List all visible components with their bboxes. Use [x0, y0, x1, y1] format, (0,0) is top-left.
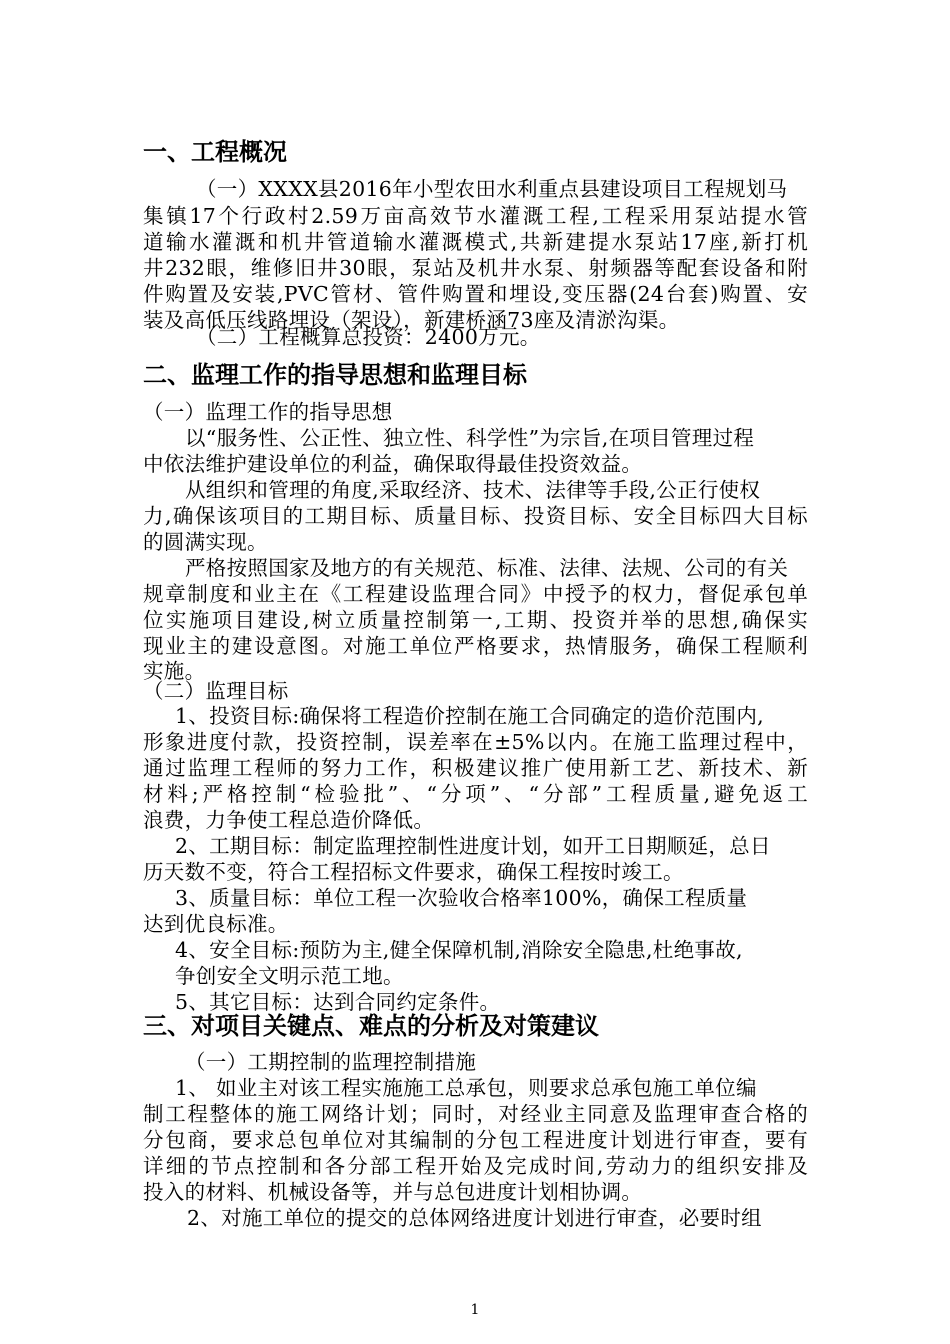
sec3-sub1: （一）工期控制的监理控制措施	[185, 1050, 477, 1074]
measure-1-line-2: 制工程整体的施工网络计划；同时，对经业主同意及监理审查合格的	[143, 1102, 808, 1126]
sec2-p2-line-3: 的圆满实现。	[143, 530, 268, 554]
sec1-p2: （二）工程概算总投资：2400万元。	[196, 325, 541, 349]
sec2-p2-line-1: 从组织和管理的角度,采取经济、技术、法律等手段,公正行使权	[185, 478, 761, 502]
section-1-heading: 一、工程概况	[143, 138, 287, 166]
goal-4-line-2: 争创安全文明示范工地。	[175, 964, 404, 988]
measure-1-line-1: 1、 如业主对该工程实施施工总承包，则要求总承包施工单位编	[175, 1076, 757, 1100]
sec2-sub1: （一）监理工作的指导思想	[143, 400, 393, 424]
measure-1-line-3: 分包商，要求总包单位对其编制的分包工程进度计划进行审查，要有	[143, 1128, 808, 1152]
sec2-p1-line-1: 以“服务性、公正性、独立性、科学性”为宗旨,在项目管理过程	[185, 426, 755, 450]
page-number: 1	[470, 1302, 480, 1318]
goal-1-line-2: 形象进度付款，投资控制，误差率在±5%以内。在施工监理过程中，	[143, 730, 808, 754]
measure-2-line-1: 2、对施工单位的提交的总体网络进度计划进行审查，必要时组	[187, 1206, 762, 1230]
goal-1-line-4: 材料;严格控制“检验批”、“分项”、“分部”工程质量,避免返工	[143, 782, 808, 806]
goal-1-line-3: 通过监理工程师的努力工作，积极建议推广使用新工艺、新技术、新	[143, 756, 808, 780]
goal-2-line-2: 历天数不变，符合工程招标文件要求，确保工程按时竣工。	[143, 860, 684, 884]
sec2-p3-line-3: 位实施项目建设,树立质量控制第一,工期、投资并举的思想,确保实	[143, 608, 808, 632]
sec2-p3-line-4: 现业主的建设意图。对施工单位严格要求，热情服务，确保工程顺利	[143, 634, 808, 658]
sec1-p1-line-2: 集镇17个行政村2.59万亩高效节水灌溉工程,工程采用泵站提水管	[143, 204, 808, 228]
measure-1-line-4: 详细的节点控制和各分部工程开始及完成时间,劳动力的组织安排及	[143, 1154, 808, 1178]
goal-1-line-5: 浪费，力争使工程总造价降低。	[143, 808, 435, 832]
section-3-heading: 三、对项目关键点、难点的分析及对策建议	[143, 1012, 599, 1040]
sec1-p1-line-6: 装及高低压线路埋设（架设），新建桥涵73座及清淤沟渠。	[143, 308, 680, 332]
sec2-sub2: （二）监理目标	[143, 679, 289, 703]
sec2-p1-line-2: 中依法维护建设单位的利益，确保取得最佳投资效益。	[143, 452, 643, 476]
sec1-p1-line-4: 井232眼，维修旧井30眼，泵站及机井水泵、射频器等配套设备和附	[143, 256, 808, 280]
sec1-p1-line-5: 件购置及安装,PVC管材、管件购置和埋设,变压器(24台套)购置、安	[143, 282, 808, 306]
section-2-heading: 二、监理工作的指导思想和监理目标	[143, 361, 527, 389]
sec2-p3-line-1: 严格按照国家及地方的有关规范、标准、法律、法规、公司的有关	[185, 556, 789, 580]
goal-3-line-2: 达到优良标准。	[143, 912, 289, 936]
goal-2-line-1: 2、工期目标：制定监理控制性进度计划，如开工日期顺延，总日	[175, 834, 771, 858]
sec2-p2-line-2: 力,确保该项目的工期目标、质量目标、投资目标、安全目标四大目标	[143, 504, 808, 528]
sec2-p3-line-5: 实施。	[143, 659, 206, 683]
goal-5: 5、其它目标：达到合同约定条件。	[175, 990, 501, 1014]
sec1-p1-line-1: （一）XXXX县2016年小型农田水利重点县建设项目工程规划马	[196, 177, 788, 201]
goal-4-line-1: 4、安全目标:预防为主,健全保障机制,消除安全隐患,杜绝事故,	[175, 938, 743, 962]
sec1-p1-line-3: 道输水灌溉和机井管道输水灌溉模式,共新建提水泵站17座,新打机	[143, 230, 808, 254]
goal-3-line-1: 3、质量目标：单位工程一次验收合格率100%，确保工程质量	[175, 886, 748, 910]
goal-1-line-1: 1、投资目标:确保将工程造价控制在施工合同确定的造价范围内,	[175, 704, 764, 728]
sec2-p3-line-2: 规章制度和业主在《工程建设监理合同》中授予的权力，督促承包单	[143, 582, 808, 606]
measure-1-line-5: 投入的材料、机械设备等，并与总包进度计划相协调。	[143, 1180, 643, 1204]
